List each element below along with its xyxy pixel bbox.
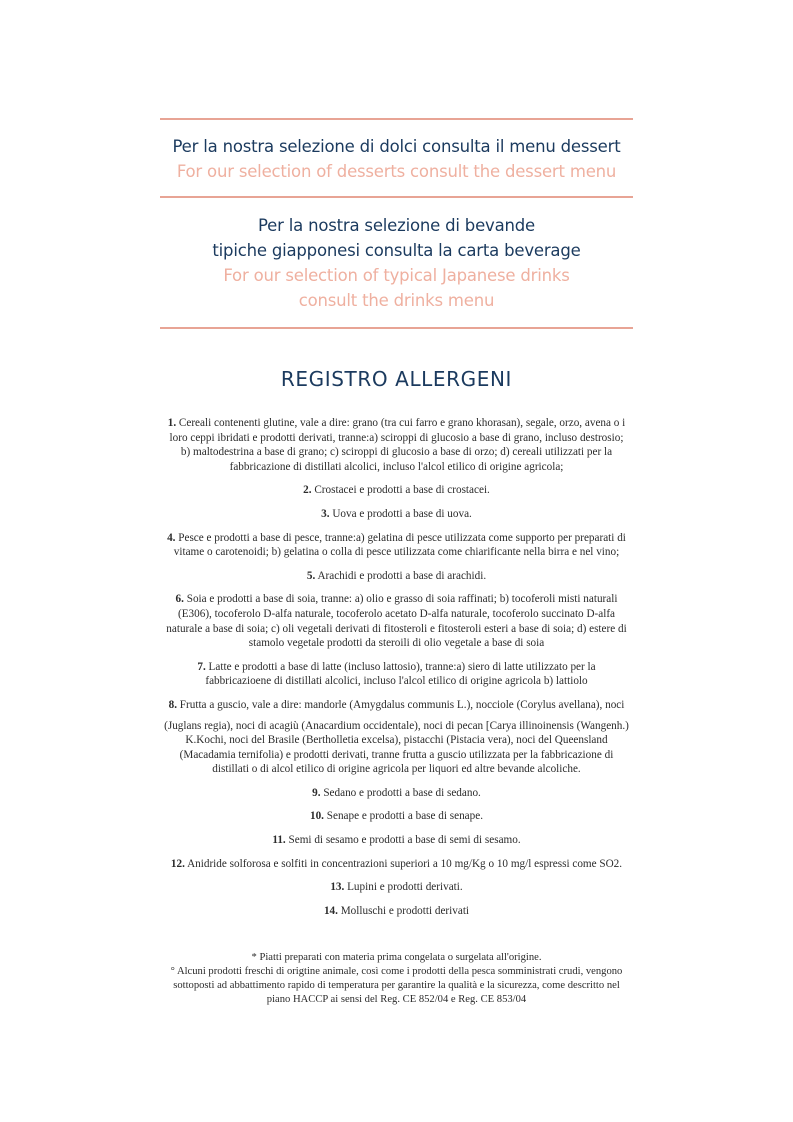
drinks-referral-italian-line2: tipiche giapponesi consulta la carta beverage <box>212 241 581 260</box>
allergen-number: 13. <box>330 881 345 894</box>
allergen-number: 5. <box>306 569 316 582</box>
drinks-referral-english-line1: For our selection of typical Japanese drinks <box>223 266 570 285</box>
allergen-number: 7. <box>197 660 206 673</box>
allergen-text: Lupini e prodotti derivati. <box>347 881 463 894</box>
allergen-item <box>160 786 633 801</box>
allergen-item <box>160 483 633 498</box>
allergen-register-title: REGISTRO ALLERGENI <box>280 367 513 391</box>
allergen-text: Anidride solforosa e solfiti in concentrazioni superiori a 10 mg/Kg o 10 mg/l espressi come SO2. <box>187 857 623 870</box>
allergen-number: 3. <box>321 507 330 520</box>
allergen-line-gap <box>164 713 629 719</box>
allergen-number: 4. <box>167 531 176 544</box>
allergen-item <box>160 904 633 919</box>
allergen-item <box>160 592 633 650</box>
allergen-number: 11. <box>272 834 286 847</box>
allergen-text: Cereali contenenti glutine, vale a dire: grano (tra cui farro e grano khorasan), segale, orzo, avena o i loro ceppi ibridati e prodotti derivati, tranne:a) sciroppi di glucosio a base di grano, incluso destrosio; b) maltodestrina a base di grano; c) sciroppi di glucosio a base di orzo; d) cereali utilizzati per la fabbricazione di distillati alcolici, incluso l'alcol etilico di origine agricola; <box>169 417 626 473</box>
allergen-item <box>160 880 633 895</box>
allergen-text: Pesce e prodotti a base di pesce, tranne:a) gelatina di pesce utilizzata come supporto per preparati di vitame o carotenoidi; b) gelatina o colla di pesce utilizzata come chiarificante nella birra e nel vino; <box>173 531 626 559</box>
divider-bottom <box>160 327 633 329</box>
allergen-text: Soia e prodotti a base di soia, tranne: a) olio e grasso di soia raffinati; b) tocoferoli misti naturali (E306), tocoferolo D-alfa naturale, tocoferolo acetato D-alfa naturale, tocoferolo succinato D-alfa naturale a base di soia; c) oli vegetali derivati di fitosteroli e fitosteroli esteri a base di soia; d) estere di stamolo vegetale prodotti da steroili di olio vegetale a base di soia <box>166 593 627 650</box>
allergen-number: 1. <box>167 417 177 429</box>
allergen-text: Molluschi e prodotti derivati <box>340 904 470 917</box>
allergen-item <box>160 857 633 872</box>
allergen-item <box>160 531 633 560</box>
footnote-haccp: ° Alcuni prodotti freschi di origtine animale, così come i prodotti della pesca somministrati crudi, vengono sottoposti ad abbattimento rapido di temperatura per garantire la qualità e la sicurezza, come descritto nel piano HACCP ai sensi del Reg. CE 852/04 e Reg. CE 853/04 <box>170 966 623 1006</box>
allergen-number: 14. <box>323 904 338 917</box>
allergen-item <box>160 416 633 474</box>
allergen-item <box>160 660 633 689</box>
dessert-referral-english: For our selection of desserts consult the dessert menu <box>176 162 617 181</box>
allergen-text: Arachidi e prodotti a base di arachidi. <box>317 569 487 582</box>
allergen-text: Crostacei e prodotti a base di crostacei. <box>314 484 490 497</box>
allergen-number: 2. <box>303 484 312 497</box>
allergen-number: 10. <box>309 810 324 823</box>
allergen-text: Uova e prodotti a base di uova. <box>332 507 472 520</box>
allergen-item <box>160 833 633 848</box>
allergen-text-rest: (Juglans regia), noci di acagiù (Anacardium occidentale), noci di pecan [Carya illinoinensis (Wangenh.) K.Kochi, noci del Brasile (Bertholletia excelsa), pistacchi (Pistacia vera), noci del Queensland (Macadamia ternifolia) e prodotti derivati, tranne frutta a guscio utilizzata per la fabbricazione di distillati o di alcol etilico di origine agricola per liquori ed altre bevande alcoliche. <box>164 719 629 776</box>
dessert-referral-block <box>160 120 633 196</box>
allergen-number: 12. <box>170 857 185 870</box>
page-content <box>160 0 633 1007</box>
allergen-text-lead: Frutta a guscio, vale a dire: mandorle (Amygdalus communis L.), nocciole (Corylus avellana), noci <box>179 698 625 711</box>
footnotes-block <box>160 951 633 1007</box>
drinks-referral-italian-line1: Per la nostra selezione di bevande <box>257 216 535 235</box>
allergen-number: 6. <box>175 593 184 606</box>
allergen-list <box>160 416 633 918</box>
allergen-text: Semi di sesamo e prodotti a base di semi di sesamo. <box>288 834 521 847</box>
allergen-item <box>160 569 633 584</box>
drinks-referral-english-line2: consult the drinks menu <box>298 291 495 310</box>
allergen-item <box>160 507 633 522</box>
drinks-referral-block <box>160 198 633 327</box>
allergen-item <box>160 809 633 824</box>
footnote-frozen: * Piatti preparati con materia prima congelata o surgelata all'origine. <box>251 952 542 964</box>
dessert-referral-italian: Per la nostra selezione di dolci consulta il menu dessert <box>172 137 621 156</box>
allergen-text: Latte e prodotti a base di latte (incluso lattosio), tranne:a) siero di latte utilizzato per la fabbricazioene di distillati alcolici, incluso l'alcol etilico di origine agricola b) lattiolo <box>205 660 596 688</box>
allergen-text: Sedano e prodotti a base di sedano. <box>323 786 481 799</box>
allergen-number: 9. <box>312 786 321 799</box>
allergen-text: Senape e prodotti a base di senape. <box>326 810 484 823</box>
allergen-item <box>160 698 633 777</box>
allergen-number: 8. <box>168 698 177 711</box>
